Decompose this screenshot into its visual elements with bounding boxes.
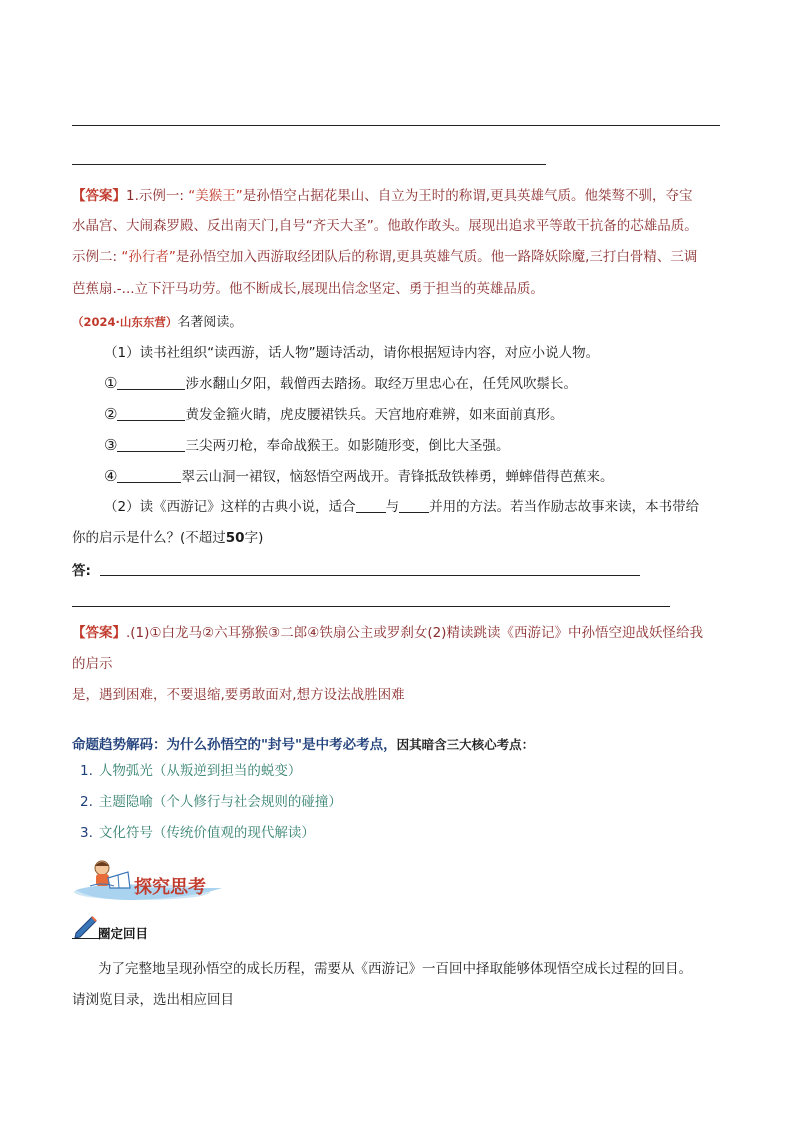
question-source: （2024·山东东营） <box>72 315 178 329</box>
question-intro: （2024·山东东营）名著阅读。 <box>72 315 243 330</box>
section-para-1: 为了完整地呈现孙悟空的成长历程，需要从《西游记》一百回中择取能够体现悟空成长过程的回目。 <box>98 961 692 977</box>
answer2-tag: 【答案】 <box>72 625 126 641</box>
answer1-line3: 示例二: “孙行者”是孙悟空加入西游取经团队后的称谓,更具英雄气质。他一路降妖除魔,三打白骨精、三调 <box>72 249 698 265</box>
poem-4-blank[interactable] <box>117 468 181 483</box>
trend-title: 命题趋势解码：为什么孙悟空的"封号"是中考必考点，因其暗含三大核心考点： <box>72 737 535 753</box>
section-para-2: 请浏览目录，选出相应回目 <box>72 992 234 1008</box>
trend-item-2: 2. 主题隐喻（个人修行与社会规则的碰撞） <box>80 794 342 810</box>
poem-1-blank[interactable] <box>117 375 185 390</box>
answer1-line2: 水晶宫、大闹森罗殿、反出南天门,自号“齐天大圣”。他敢作敢头。展现出追求平等敢干抗备的芯雄品质。 <box>72 218 698 234</box>
answer-input-line-1[interactable] <box>100 575 640 576</box>
question-q1: （1）读书社组织“读西游，话人物”题诗活动，请你根据短诗内容，对应小说人物。 <box>104 345 600 361</box>
section-title: 探究思考 <box>134 877 206 898</box>
answer1-line4: 芭蕉扇.-...立下汗马功劳。他不断成长,展现出信念坚定、勇于担当的英雄品质。 <box>72 281 544 297</box>
pen-icon <box>72 913 100 939</box>
answer2-line3: 是，遇到困难，不要退缩,要勇敢面对,想方设法战胜困难 <box>72 687 405 703</box>
poem-2: ② 黄发金箍火睛，虎皮腰裙铁兵。天宫地府难辨，如来面前真形。 <box>104 405 564 423</box>
poem-4: ④ 翠云山洞一裙钗，恼怒悟空两战开。青锋抵敌铁棒勇，蝉蟀借得芭蕉来。 <box>104 467 614 485</box>
trend-item-1: 1. 人物弧光（从叛逆到担当的蜕变） <box>80 763 302 779</box>
answer-input-line-2[interactable] <box>72 606 670 607</box>
answer1-line1: 【答案】1.示例一: “美猴王”是孙悟空占据花果山、自立为王时的称谓,更具英雄气质。他桀骜不驯，夺宝 <box>72 188 693 204</box>
answer1-tag: 【答案】 <box>72 188 126 204</box>
q2-blank-2[interactable] <box>399 498 429 513</box>
poem-3: ③ 三尖两刃枪，奉命战猴王。如影随形变，倒比大圣强。 <box>104 436 510 454</box>
q2-blank-1[interactable] <box>356 498 386 513</box>
poem-1: ① 涉水翻山夕阳，载僧西去踏扬。取经万里忠心在，任凭风吹鬃长。 <box>104 374 577 392</box>
question-q2: （2）读《西游记》这样的古典小说，适合 与 并用的方法。若当作励志故事来读，本书带给 <box>104 499 700 515</box>
answer-blank-line-1 <box>72 125 720 126</box>
answer-label: 答: <box>72 563 91 579</box>
poem-2-blank[interactable] <box>117 406 185 421</box>
answer2-line1: 【答案】.(1)①白龙马②六耳猕猴③二郎④铁扇公主或罗刹女(2)精读跳读《西游记》中孙悟空迎战妖怪给我 <box>72 625 703 641</box>
answer2-line2: 的启示 <box>72 656 113 672</box>
poem-3-blank[interactable] <box>117 437 185 452</box>
trend-item-3: 3. 文化符号（传统价值观的现代解读） <box>80 825 315 841</box>
question-q2-line2: 你的启示是什么？(不超过50字) <box>72 530 264 546</box>
sub-title: 圈定回目 <box>98 926 149 941</box>
answer-blank-line-2 <box>72 164 546 165</box>
